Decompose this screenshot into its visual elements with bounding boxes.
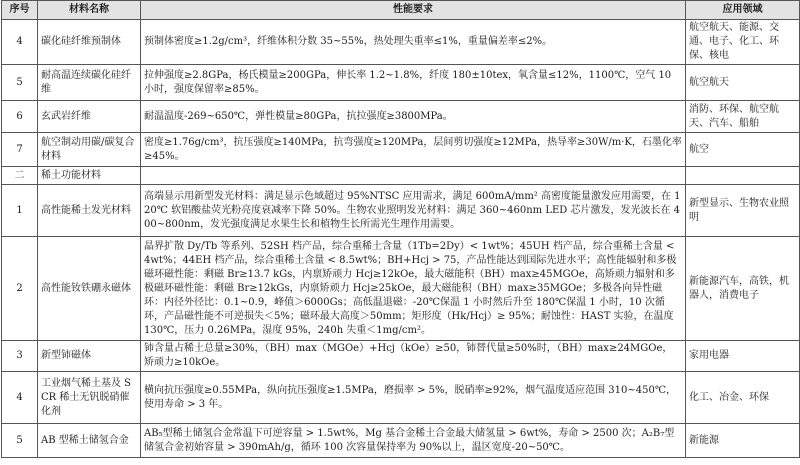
- section-number: 二: [2, 167, 38, 185]
- application-field: 新能源: [686, 424, 800, 458]
- row-number: 2: [2, 237, 38, 341]
- application-field: 消防、环保、航空航天、汽车、船舶: [686, 101, 800, 133]
- application-field: 航空航天: [686, 65, 800, 101]
- material-name: 耐高温连续碳化硅纤维: [38, 65, 141, 101]
- application-field: 航空航天、能源、交通、电子、化工、环保、核电: [686, 20, 800, 65]
- row-number: 5: [2, 65, 38, 101]
- material-name: 新型铈磁体: [38, 341, 141, 372]
- material-name: 高性能稀土发光材料: [38, 185, 141, 237]
- header-no: 序号: [2, 1, 38, 20]
- application-field: 化工、冶金、环保: [686, 372, 800, 424]
- performance-requirement: 预制体密度≥1.2g/cm³，纤维体积分数 35~55%，热处理失重率≤1%，重量偏差率≤2%。: [141, 20, 686, 65]
- material-name: 工业烟气稀土基及 SCR 稀土无钒脱硝催化剂: [38, 372, 141, 424]
- table-row: [2, 185, 800, 237]
- row-number: 6: [2, 101, 38, 133]
- performance-requirement: [141, 167, 686, 185]
- row-number: 7: [2, 133, 38, 167]
- table-row: [2, 101, 800, 133]
- table-row: [2, 65, 800, 101]
- material-name: 玄武岩纤维: [38, 101, 141, 133]
- table-row: [2, 237, 800, 341]
- row-number: 5: [2, 424, 38, 458]
- material-name: AB 型稀土储氢合金: [38, 424, 141, 458]
- row-number: 4: [2, 20, 38, 65]
- header-material-name: 材料名称: [38, 1, 141, 20]
- application-field: 家用电器: [686, 341, 800, 372]
- application-field: 航空: [686, 133, 800, 167]
- header-application: 应用领域: [686, 1, 800, 20]
- section-title: 稀土功能材料: [38, 167, 141, 185]
- performance-requirement: 横向抗压强度≥0.55MPa，纵向抗压强度≥1.5MPa，磨损率 > 5%，脱硝率≥92%，烟气温度适应范围 310~450℃，使用寿命 > 3 年。: [141, 372, 686, 424]
- performance-requirement: 耐温温度-269~650℃，弹性模量≥80GPa，抗拉强度≥3800MPa。: [141, 101, 686, 133]
- application-field: 新能源汽车，高铁，机器人，消费电子: [686, 237, 800, 341]
- header-requirement: 性能要求: [141, 1, 686, 20]
- table-row: [2, 133, 800, 167]
- table-row: [2, 20, 800, 65]
- header-row: [2, 1, 800, 20]
- application-field: 新型显示、生物农业照明: [686, 185, 800, 237]
- performance-requirement: 晶界扩散 Dy/Tb 等系列、52SH 档产品，综合重稀土含量（1Tb=2Dy）< 1wt%；45UH 档产品，综合重稀土含量 < 4wt%；44EH 档产品，综合重稀土含量 < 8.5wt%；BH+Hcj > 75，产品性能达到国际先进水平；高性能辐射和多极磁环磁性能：剩磁 Br≥13.7 kGs，内禀矫顽力 Hcj≥12kOe，最大磁能积（BH）max≥45MGOe，高矫顽力辐射和多极磁环磁性能：剩磁 Br≥12kGs，内禀矫顽力 Hcj≥25kOe，最大磁能积（BH）max≥35MGOe；多极各向异性磁环：内径外径比：0.1~0.9，峰值＞6000Gs；高低温退磁：-20℃保温 1 小时然后升至 180℃保温 1 小时，10 次循环，产品磁性能不可逆损失＜5%；磁环最大高度＞50mm；矩形度（Hk/Hcj）≥ 95%；耐蚀性：HAST 实验，在温度 130℃，压力 0.26MPa，湿度 95%，240h 失重＜1mg/cm²。: [141, 237, 686, 341]
- performance-requirement: 铈含量占稀土总量≥30%，（BH）max（MGOe）+Hcj（kOe）≥50，铈替代量≥50%时，（BH）max≥24MGOe，矫顽力≥10kOe。: [141, 341, 686, 372]
- row-number: 3: [2, 341, 38, 372]
- table-row: [2, 341, 800, 372]
- materials-table: [1, 0, 800, 458]
- performance-requirement: 拉伸强度≥2.8GPa，杨氏模量≥200GPa，伸长率 1.2~1.8%，纤度 180±10tex，氧含量≤12%，1100℃，空气 10 小时，强度保留率≥85%。: [141, 65, 686, 101]
- material-name: 航空制动用碳/碳复合材料: [38, 133, 141, 167]
- material-name: 碳化硅纤维预制体: [38, 20, 141, 65]
- table-row: [2, 372, 800, 424]
- row-number: 1: [2, 185, 38, 237]
- performance-requirement: 高端显示用新型发光材料：满足显示色域超过 95%NTSC 应用需求，满足 600mA/mm² 高密度能量激发应用需要，在 120℃ 软铝酸盐荧光粉亮度衰减率下降 50%。生物农业照明发光材料：满足 360~460nm LED 芯片激发，发光波长在 400~800nm，发光强度满足水果生长和植物生长所需光生理作用需要。: [141, 185, 686, 237]
- row-number: 4: [2, 372, 38, 424]
- material-name: 高性能钕铁硼永磁体: [38, 237, 141, 341]
- performance-requirement: 密度≥1.76g/cm³，抗压强度≥140MPa，抗弯强度≥120MPa，层间剪切强度≥12MPa，热导率≥30W/m·K，石墨化率≥45%。: [141, 133, 686, 167]
- performance-requirement: AB₅型稀土储氢合金常温下可逆容量 > 1.5wt%，Mg 基合金稀土合金最大储氢量 > 6wt%，寿命 > 2500 次；A₂B₇型储氢合金初始容量 > 390mAh/g，循环 100 次容量保持率为 90%以上，温区宽度-20~50℃。: [141, 424, 686, 458]
- application-field: [686, 167, 800, 185]
- section-row: [2, 167, 800, 185]
- table-row: [2, 424, 800, 458]
